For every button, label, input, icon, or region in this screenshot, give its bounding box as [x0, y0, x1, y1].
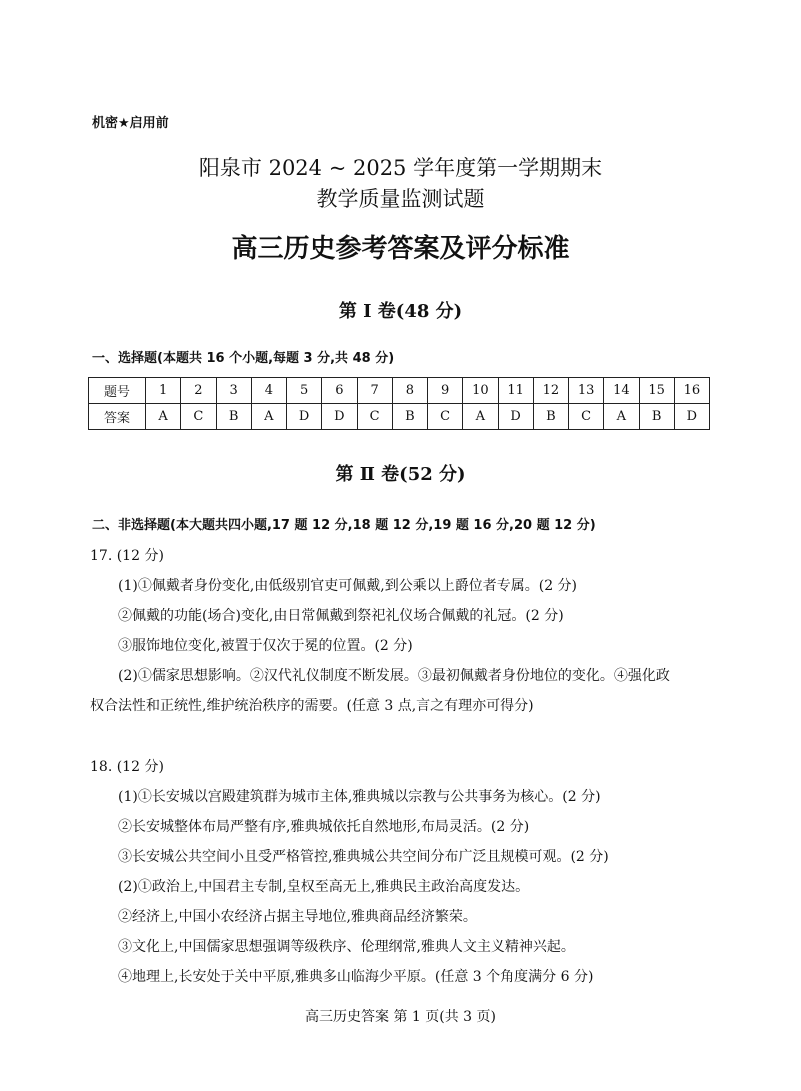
answer-cell: C	[569, 404, 604, 430]
answer-cell: C	[181, 404, 216, 430]
answer-cell: D	[498, 404, 533, 430]
answer-cell: D	[287, 404, 322, 430]
q18-line: (2)①政治上,中国君主专制,皇权至高无上,雅典民主政治高度发达。	[118, 879, 530, 895]
q-number-cell: 2	[181, 378, 216, 404]
answer-cell: A	[251, 404, 286, 430]
q-number-cell: 8	[392, 378, 427, 404]
answer-cell: B	[216, 404, 251, 430]
page-footer: 高三历史答案 第 1 页(共 3 页)	[305, 1009, 496, 1025]
title-line-1: 阳泉市 2024 ~ 2025 学年度第一学期期末	[198, 156, 603, 180]
q17-line: ③服饰地位变化,被置于仅次于冕的位置。(2 分)	[118, 638, 413, 654]
q18-line: ③长安城公共空间小且受严格管控,雅典城公共空间分布广泛且规模可观。(2 分)	[118, 849, 609, 865]
q-number-cell: 5	[287, 378, 322, 404]
q18-line: ②长安城整体布局严整有序,雅典城依托自然地形,布局灵活。(2 分)	[118, 819, 530, 835]
volume-1-heading: 第 Ⅰ 卷(48 分)	[338, 301, 463, 322]
q-number-cell: 7	[357, 378, 392, 404]
q18-line: ④地理上,长安处于关中平原,雅典多山临海少平原。(任意 3 个角度满分 6 分)	[118, 969, 594, 985]
q17-line: ②佩戴的功能(场合)变化,由日常佩戴到祭祀礼仪场合佩戴的礼冠。(2 分)	[118, 608, 564, 624]
main-title: 高三历史参考答案及评分标准	[231, 234, 570, 264]
q-number-cell: 3	[216, 378, 251, 404]
q-number-cell: 11	[498, 378, 533, 404]
volume-2-heading: 第 Ⅱ 卷(52 分)	[335, 464, 466, 485]
answer-cell: A	[604, 404, 639, 430]
q-number-cell: 13	[569, 378, 604, 404]
q17-line: 权合法性和正统性,维护统治秩序的需要。(任意 3 点,言之有理亦可得分)	[90, 698, 534, 714]
answer-cell: C	[428, 404, 463, 430]
q-number-cell: 6	[322, 378, 357, 404]
q-number-cell: 14	[604, 378, 639, 404]
q18-line: (1)①长安城以宫殿建筑群为城市主体,雅典城以宗教与公共事务为核心。(2 分)	[118, 789, 601, 805]
q18-header: 18. (12 分)	[90, 759, 164, 775]
answer-cell: C	[357, 404, 392, 430]
section-1-heading: 一、选择题(本题共 16 个小题,每题 3 分,共 48 分)	[92, 351, 395, 366]
q17-header: 17. (12 分)	[90, 548, 164, 564]
row-label-number: 题号	[89, 378, 146, 404]
answer-cell: B	[392, 404, 427, 430]
q-number-cell: 4	[251, 378, 286, 404]
confidential-label: 机密★启用前	[92, 116, 169, 131]
answer-row	[89, 404, 710, 430]
q-number-cell: 16	[674, 378, 709, 404]
answer-table	[88, 377, 710, 430]
answer-cell: A	[146, 404, 181, 430]
q-number-cell: 10	[463, 378, 498, 404]
q-number-cell: 9	[428, 378, 463, 404]
answer-cell: D	[322, 404, 357, 430]
q-number-cell: 1	[146, 378, 181, 404]
question-number-row	[89, 378, 710, 404]
answer-cell: B	[533, 404, 568, 430]
answer-cell: D	[674, 404, 709, 430]
q18-line: ②经济上,中国小农经济占据主导地位,雅典商品经济繁荣。	[118, 909, 477, 925]
section-2-heading: 二、非选择题(本大题共四小题,17 题 12 分,18 题 12 分,19 题 16 分,20 题 12 分)	[92, 518, 596, 533]
q17-line: (1)①佩戴者身份变化,由低级别官吏可佩戴,到公乘以上爵位者专属。(2 分)	[118, 578, 578, 594]
row-label-answer: 答案	[89, 404, 146, 430]
q18-line: ③文化上,中国儒家思想强调等级秩序、伦理纲常,雅典人文主义精神兴起。	[118, 939, 575, 955]
title-line-2: 教学质量监测试题	[316, 187, 485, 211]
q-number-cell: 12	[533, 378, 568, 404]
answer-cell: B	[639, 404, 674, 430]
answer-cell: A	[463, 404, 498, 430]
q17-line: (2)①儒家思想影响。②汉代礼仪制度不断发展。③最初佩戴者身份地位的变化。④强化政	[118, 668, 670, 684]
q-number-cell: 15	[639, 378, 674, 404]
